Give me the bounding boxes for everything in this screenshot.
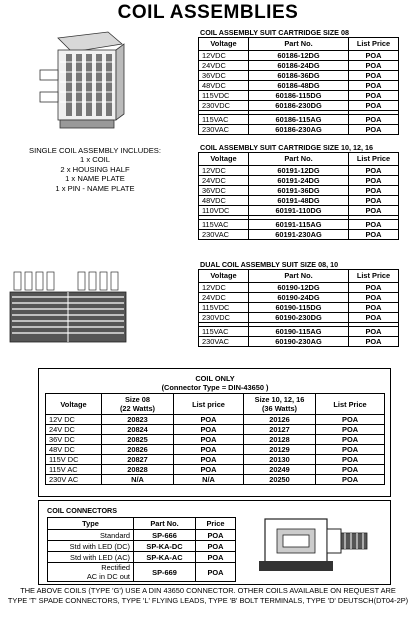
coil-only-heading: COIL ONLY — [195, 374, 235, 383]
dual-coil-illustration — [6, 270, 132, 350]
table-row: 115V AC 20828 POA 20249 POA — [46, 465, 385, 475]
column-header: List Price — [349, 153, 399, 166]
size08-title: COIL ASSEMBLY SUIT CARTRIDGE SIZE 08 — [200, 28, 349, 37]
column-header: List price — [174, 394, 244, 415]
table-row: 12VDC 60190-12DG POA — [199, 283, 399, 293]
table-row: 12V DC 20823 POA 20126 POA — [46, 415, 385, 425]
coil-only-table — [45, 373, 385, 485]
table-row: 230VDC 60190-230DG POA — [199, 313, 399, 323]
connectors-table — [47, 517, 236, 582]
table-header-row — [46, 394, 385, 415]
connector-illustration — [255, 515, 373, 575]
table-header-row — [199, 270, 399, 283]
column-header: Part No. — [249, 270, 349, 283]
column-header: Price — [196, 518, 236, 530]
column-header: Voltage — [199, 38, 249, 51]
column-header: Size 10, 12, 16 (36 Watts) — [244, 394, 316, 415]
table-row: 110VDC 60191-110DG POA — [199, 206, 399, 216]
coil-assembly-illustration — [30, 30, 128, 135]
column-header: Type — [48, 518, 134, 530]
column-header: Part No. — [134, 518, 196, 530]
column-header: List Price — [349, 270, 399, 283]
list-item: 1 x NAME PLATE — [65, 174, 125, 184]
table-row: 12VDC 60191-12DG POA — [199, 166, 399, 176]
list-item: 1 x PIN - NAME PLATE — [55, 183, 135, 193]
table-row: 230V AC N/A N/A 20250 POA — [46, 475, 385, 485]
size08-table — [198, 37, 399, 135]
table-row: 115VDC 60190-115DG POA — [199, 303, 399, 313]
size10-title: COIL ASSEMBLY SUIT CARTRIDGE SIZE 10, 12, 16 — [200, 143, 373, 152]
footer-line-1: THE ABOVE COILS (TYPE 'G') USE A DIN 43650 CONNECTOR. OTHER COILS AVAILABLE ON REQUEST ARE — [20, 586, 396, 595]
column-header: List Price — [349, 38, 399, 51]
single-coil-heading: SINGLE COIL ASSEMBLY INCLUDES: — [29, 146, 161, 155]
table-row: 36V DC 20825 POA 20128 POA — [46, 435, 385, 445]
table-header-row — [199, 153, 399, 166]
table-row: 24VDC 60191-24DG POA — [199, 176, 399, 186]
page-title: COIL ASSEMBLIES — [117, 2, 299, 23]
list-item: 2 x HOUSING HALF — [60, 164, 130, 174]
table-row: Std with LED (AC) SP-KA-AC POA — [48, 552, 236, 563]
table-row: 48V DC 20826 POA 20129 POA — [46, 445, 385, 455]
column-header: Voltage — [199, 153, 249, 166]
table-row: Std with LED (DC) SP-KA-DC POA — [48, 541, 236, 552]
table-row: 24V DC 20824 POA 20127 POA — [46, 425, 385, 435]
dual-title: DUAL COIL ASSEMBLY SUIT SIZE 08, 10 — [200, 260, 339, 269]
table-row: 115V DC 20827 POA 20130 POA — [46, 455, 385, 465]
table-row: Rectified AC in DC out SP-669 POA — [48, 563, 236, 582]
dual-table — [198, 269, 399, 347]
single-coil-includes — [0, 146, 190, 193]
column-header: Part No. — [249, 38, 349, 51]
table-row: 115VAC 60190-115AG POA — [199, 327, 399, 337]
table-row: 230VAC 60186-230AG POA — [199, 125, 399, 135]
table-row: Standard SP-666 POA — [48, 530, 236, 541]
column-header: Size 08 (22 Watts) — [102, 394, 174, 415]
coil-connectors-section — [38, 500, 391, 585]
table-row: 115VAC 60186-115AG POA — [199, 115, 399, 125]
connectors-title: COIL CONNECTORS — [47, 506, 118, 515]
table-row: 115VDC 60186-115DG POA — [199, 91, 399, 101]
column-header: Voltage — [46, 394, 102, 415]
footer-note — [0, 586, 416, 606]
table-row: 36VDC 60186-36DG POA — [199, 71, 399, 81]
coil-only-subheading: (Connector Type = DIN-43650 ) — [161, 383, 269, 392]
column-header: Part No. — [249, 153, 349, 166]
table-row: 230VAC 60190-230AG POA — [199, 337, 399, 347]
table-row: 230VDC 60186-230DG POA — [199, 101, 399, 111]
column-header: List Price — [316, 394, 385, 415]
list-item: 1 x COIL — [80, 155, 110, 165]
table-row: 24VDC 60186-24DG POA — [199, 61, 399, 71]
size10-table — [198, 152, 399, 240]
table-row: 48VDC 60186-48DG POA — [199, 81, 399, 91]
table-row: 36VDC 60191-36DG POA — [199, 186, 399, 196]
table-row: 230VAC 60191-230AG POA — [199, 230, 399, 240]
table-row: 48VDC 60191-48DG POA — [199, 196, 399, 206]
table-header-row — [199, 38, 399, 51]
table-row: 115VAC 60191-115AG POA — [199, 220, 399, 230]
table-row: 12VDC 60186-12DG POA — [199, 51, 399, 61]
table-row: 24VDC 60190-24DG POA — [199, 293, 399, 303]
table-header-row — [48, 518, 236, 530]
column-header: Voltage — [199, 270, 249, 283]
footer-line-2: TYPE 'T' SPADE CONNECTORS, TYPE 'L' FLYING LEADS, TYPE 'B' BOLT TERMINALS, TYPE 'D' DEUTSCH(DT04-2P) — [7, 596, 409, 605]
coil-only-section — [38, 368, 391, 497]
